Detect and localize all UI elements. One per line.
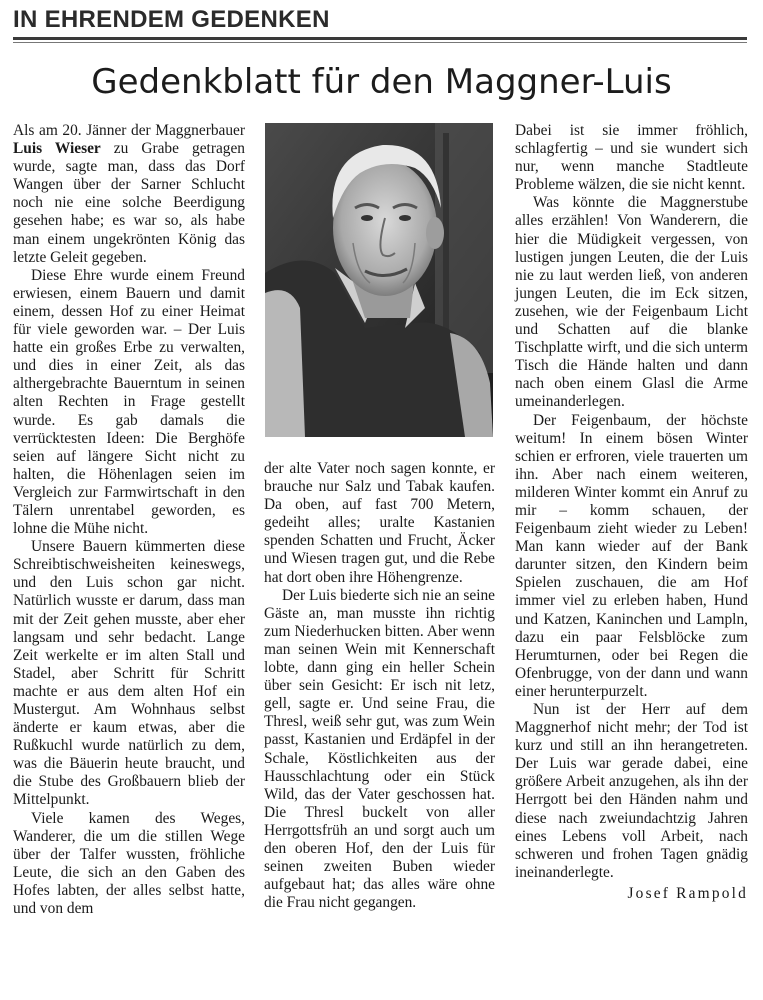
paragraph-8: Was könnte die Maggnerstube alles erzählen! Von Wanderern, die hier die Müdigkeit vergessen, von lustigen jungen Leuten, die der Luis nie zu laut werden ließ, von anderen jungen Leuten, die im Eck sitzen, zusehen, wie der Feigenbaum Licht und Schatten auf die blanke Tischplatte wirft, und die sich unterm Tisch die Hände halten und dann nach oben einem Glasl die Arme umeinanderlegen. [515,194,748,411]
header-rule-thin [13,42,747,43]
paragraph-1 [13,122,245,267]
paragraph-2: Diese Ehre wurde einem Freund erwiesen, einem Bauern und damit einem, dessen Hof zu einer Heimat für viele geworden war. – Der Luis hatte ein großes Erbe zu verwalten, und dies in einer Zeit, als das althergebrachte Bauerntum in seinen alten Rechten in Frage gestellt wurde. Es gab damals die verrücktesten Ideen: Die Berghöfe seien auf längere Sicht nicht zu halten, die Höhenlagen seien im Vergleich zur Farmwirtschaft in den Tälern unrentabel geworden, es lohne die Mühe nicht. [13,266,245,538]
paragraph-5: der alte Vater noch sagen konnte, er brauche nur Salz und Tabak kaufen. Da oben, auf fast 700 Metern, gedeiht alles; uralte Kastanien spenden Schatten und Frucht, Äcker und Wiesen tragen gut, und die Rebe hat dort oben ihre Höhengrenze. [264,460,495,586]
paragraph-1-rest: zu Grabe getragen wurde, sagte man, dass das Dorf Wangen über der Sarner Schlucht noch nie eine solche Beerdigung gesehen habe; es war so, als habe man einem ungekrönten König das letzte Geleit gegeben. [13,140,245,266]
paragraph-10: Nun ist der Herr auf dem Maggnerhof nicht mehr; der Tod ist kurz und still an ihn herangetreten. Der Luis war gerade dabei, eine größere Arbeit anzugehen, als ihn der Herrgott bei den Händen nahm und diese nach zweiundachtzig Jahren eines Lebens voll Arbeit, nach schweren und frohen Tagen gnädig ineinanderlegte. [515,701,748,881]
paragraph-7: Dabei ist sie immer fröhlich, schlagfertig – und sie wundert sich nur, wenn manche Stadtleute Probleme wälzen, die sie nicht kennt. [515,122,748,194]
header-rule [13,37,747,40]
paragraph-9: Der Feigenbaum, der höchste weitum! In einem bösen Winter schien er erfroren, viele trauerten um ihn. Aber nach einem weiteren, milderen Winter kommt ein Anruf zu mir – komm schauen, der Feigenbaum zieht wieder zu Leben! Man kann wieder auf der Bank darunter sitzen, den Kindern beim Spielen zuschauen, die am Hof immer viel zu erleben haben, Hund und Katzen, Kaninchen und Lampln, dazu ein paar Felsblöcke zum Herumturnen, oder bei Regen die Ofenbrugge, von der dann und wann einer herunterpurzelt. [515,411,748,700]
headline: Gedenkblatt für den Maggner-Luis [91,62,672,102]
paragraph-6: Der Luis biederte sich nie an seine Gäste an, man musste ihn richtig zum Niederhucken bitten. Aber wenn man seinen Wein mit Kennerschaft lobte, dann ging ein heller Schein über sein Gesicht: Er isch nit letz, gell, sagte er. Und seine Frau, die Thresl, weiß sehr gut, was zum Wein passt, Kastanien und Erdäpfel in der Schale, Köstlichkeiten aus der Hausschlachtung oder ein Stück Wild, das der Vater geschossen hat. Die Thresl buckelt von aller Herrgottsfrüh an und sorgt auch um den oberen Hof, den der Luis für seinen zweiten Buben wieder aufgebaut hat; das alles wäre ohne die Frau nicht gegangen. [264,586,495,912]
portrait-photo-icon [265,123,493,437]
article-column-2 [264,460,495,912]
paragraph-4: Viele kamen des Weges, Wanderer, die um die stillen Wege über der Talfer wussten, fröhliche Leute, die sich an den Gaben des Hofes labten, der alles selbst hatte, und von dem [13,809,245,918]
article-column-1 [13,122,245,918]
paragraph-3: Unsere Bauern kümmerten diese Schreibtischweisheiten keineswegs, und den Luis schon gar nicht. Natürlich wusste er darum, dass man mit der Zeit gehen musste, aber eher langsam und sehr bedacht. Lange Zeit werkelte er im alten Stall und Stadel, aber Schritt für Schritt machte er aus dem alten Hof ein Mustergut. Am Wohnhaus selbst änderte er kaum etwas, aber die Rußkuchl wurde natürlich zu dem, was die Bäuerin heute braucht, und die Stube des Großbauern blieb der Mittelpunkt. [13,538,245,809]
section-header: IN EHRENDEM GEDENKEN [13,6,330,33]
author-byline: Josef Rampold [627,884,748,902]
portrait-photo-graphic [265,123,493,437]
paragraph-1-start: Als am 20. Jänner der Maggnerbauer [13,122,245,139]
deceased-name: Luis Wieser [13,140,101,158]
article-column-3 [515,122,748,903]
